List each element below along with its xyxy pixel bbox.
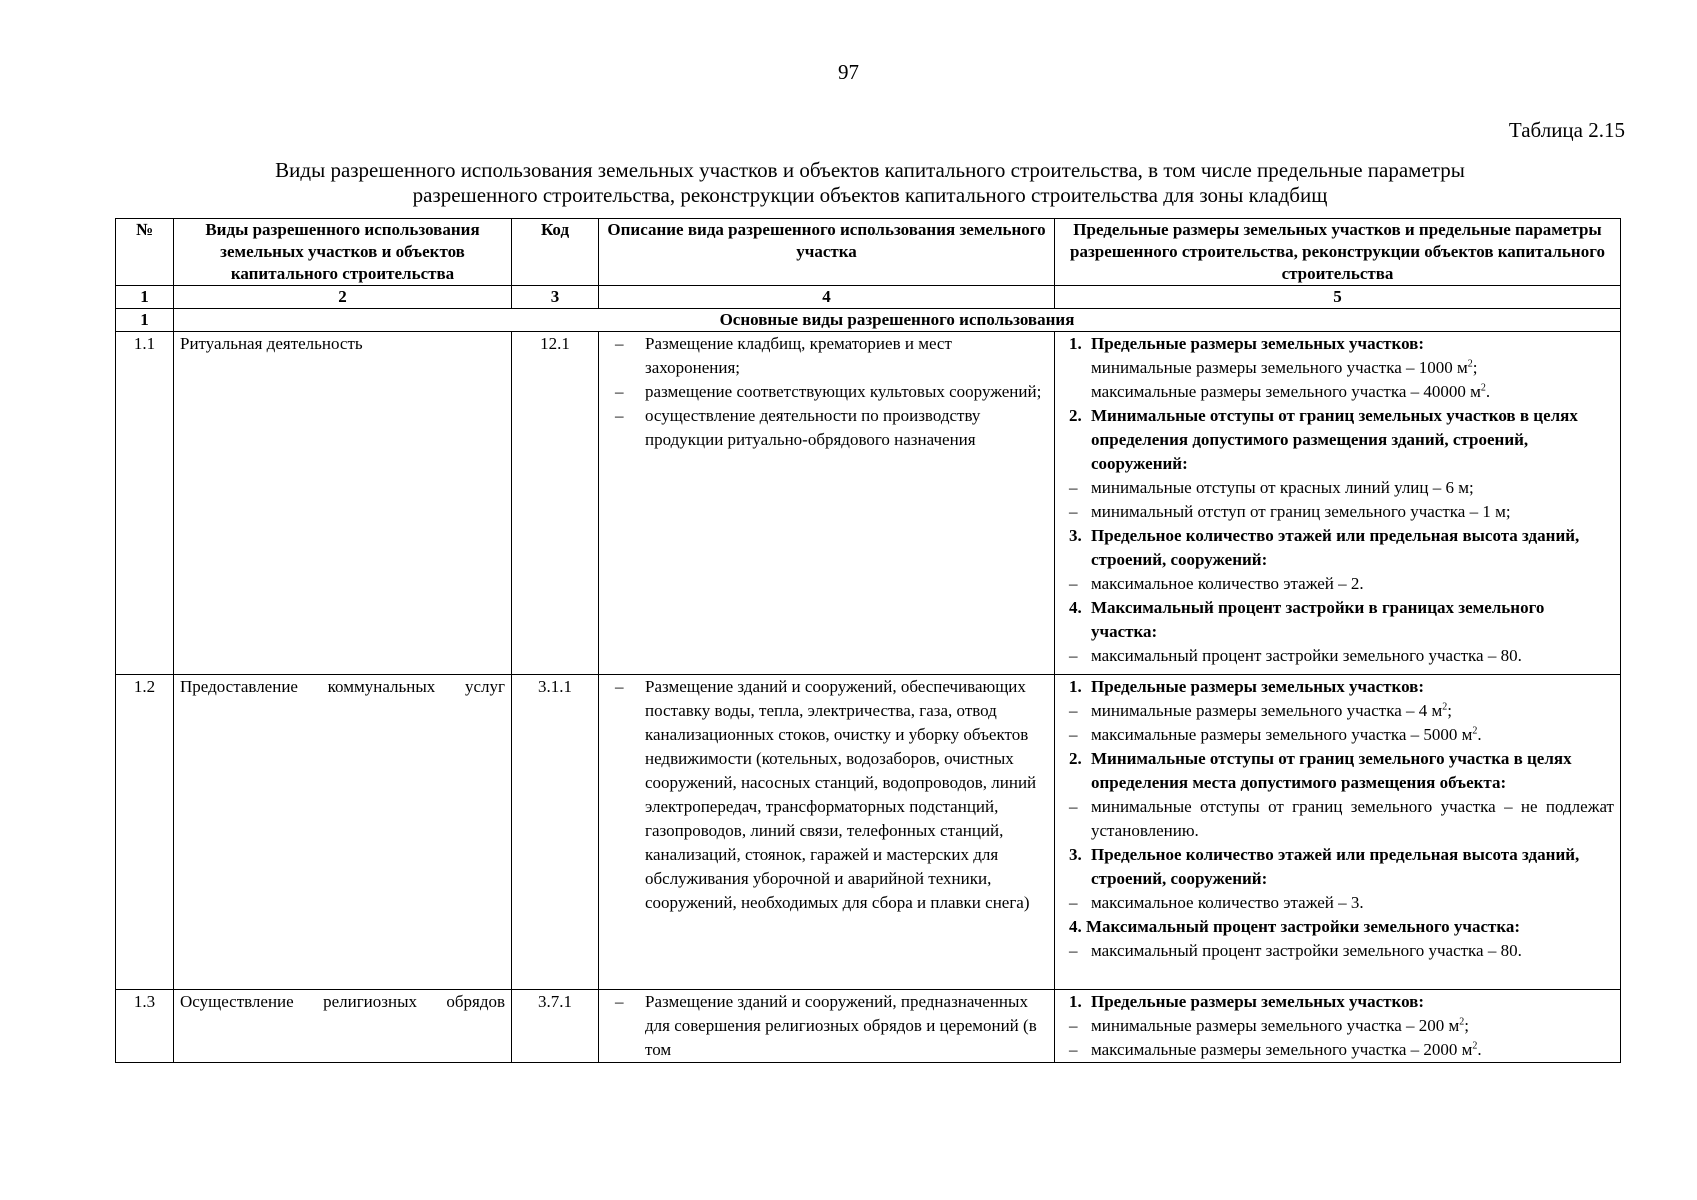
param-heading: 1. Предельные размеры земельных участков: (1069, 677, 1425, 696)
row-num: 1.3 (116, 990, 174, 1063)
title-line-1: Виды разрешенного использования земельных участков и объектов капитального строительства, в том числе предельные параметры (275, 158, 1465, 182)
row-params (1055, 990, 1621, 1063)
row-description (599, 332, 1055, 675)
param-line: – минимальный отступ от границ земельного участка – 1 м; (1061, 500, 1614, 524)
header-code: Код (512, 219, 599, 286)
param-heading: 3. Предельное количество этажей или предельная высота зданий, строений, сооружений: (1069, 526, 1580, 569)
table-row (116, 332, 1621, 675)
param-heading: 1. Предельные размеры земельных участков: (1069, 334, 1425, 353)
header-description: Описание вида разрешенного использования земельного участка (599, 219, 1055, 286)
column-number-row (116, 286, 1621, 309)
row-kind: Осуществление религиозных обрядов (174, 990, 512, 1063)
param-line: – максимальные размеры земельного участка – 5000 $м^2$. (1061, 723, 1614, 747)
param-line: максимальные размеры земельного участка – 40000 $м^2$. (1091, 382, 1491, 401)
table-row (116, 675, 1621, 990)
table-row (116, 990, 1621, 1063)
param-heading: 2. Минимальные отступы от границ земельного участка в целях определения места допустимого размещения объекта: (1069, 749, 1572, 792)
section-num: 1 (116, 309, 174, 332)
description-item: – Размещение зданий и сооружений, предназначенных для совершения религиозных обрядов и церемоний (в том (605, 990, 1048, 1062)
column-number: 3 (512, 286, 599, 309)
param-heading: 4. Максимальный процент застройки в границах земельного участка: (1069, 598, 1545, 641)
row-code: 3.1.1 (512, 675, 599, 990)
param-line: – максимальное количество этажей – 2. (1061, 572, 1614, 596)
row-num: 1.2 (116, 675, 174, 990)
row-description (599, 990, 1055, 1063)
description-item: – Размещение кладбищ, крематориев и мест захоронения; (605, 332, 1048, 380)
section-title: Основные виды разрешенного использования (174, 309, 1621, 332)
param-line: – минимальные размеры земельного участка – 200 $м^2$; (1061, 1014, 1614, 1038)
row-num: 1.1 (116, 332, 174, 675)
row-params (1055, 332, 1621, 675)
title-line-2: разрешенного строительства, реконструкции объектов капитального строительства для зоны кладбищ (412, 183, 1328, 207)
param-line: – максимальный процент застройки земельного участка – 80. (1061, 939, 1614, 963)
row-params (1055, 675, 1621, 990)
param-heading: 4. Максимальный процент застройки земельного участка: (1069, 917, 1521, 936)
param-heading: 2. Минимальные отступы от границ земельных участков в целях определения допустимого размещения зданий, строений, сооружений: (1069, 406, 1578, 473)
header-kind: Виды разрешенного использования земельных участков и объектов капитального строительства (174, 219, 512, 286)
param-heading: 3. Предельное количество этажей или предельная высота зданий, строений, сооружений: (1069, 845, 1580, 888)
description-item: – размещение соответствующих культовых сооружений; (605, 380, 1048, 404)
document-title (150, 158, 1590, 208)
param-line: – максимальные размеры земельного участка – 2000 $м^2$. (1061, 1038, 1614, 1062)
param-heading: 1. Предельные размеры земельных участков: (1069, 992, 1425, 1011)
row-description (599, 675, 1055, 990)
header-params: Предельные размеры земельных участков и предельные параметры разрешенного строительства, реконструкции объектов капитального строительства (1055, 219, 1621, 286)
section-row (116, 309, 1621, 332)
param-line: – минимальные отступы от границ земельного участка – не подлежат установлению. (1061, 795, 1614, 843)
row-code: 3.7.1 (512, 990, 599, 1063)
column-number: 5 (1055, 286, 1621, 309)
description-item: – Размещение зданий и сооружений, обеспечивающих поставку воды, тепла, электричества, газа, отвод канализационных стоков, очистку и уборку объектов недвижимости (котельных, водозаборов, очистных сооружений, насосных станций, водопроводов, линий электропередач, трансформаторных подстанций, газопроводов, линий связи, телефонных станций, канализаций, стоянок, гаражей и мастерских для обслуживания уборочной и аварийной техники, сооружений, необходимых для сбора и плавки снега) (605, 675, 1048, 915)
column-number: 4 (599, 286, 1055, 309)
param-line: – минимальные отступы от красных линий улиц – 6 м; (1061, 476, 1614, 500)
row-kind: Предоставление коммунальных услуг (174, 675, 512, 990)
param-line: – максимальный процент застройки земельного участка – 80. (1061, 644, 1614, 668)
table-header-row (116, 219, 1621, 286)
table-label: Таблица 2.15 (1508, 118, 1625, 142)
column-number: 2 (174, 286, 512, 309)
row-kind: Ритуальная деятельность (174, 332, 512, 675)
row-code: 12.1 (512, 332, 599, 675)
param-line: – минимальные размеры земельного участка – 4 $м^2$; (1061, 699, 1614, 723)
param-line: – максимальное количество этажей – 3. (1061, 891, 1614, 915)
description-item: – осуществление деятельности по производству продукции ритуально-обрядового назначения (605, 404, 1048, 452)
page-number: 97 (838, 60, 859, 84)
param-line: минимальные размеры земельного участка – 1000 $м^2$; (1091, 358, 1478, 377)
column-number: 1 (116, 286, 174, 309)
header-num: № (116, 219, 174, 286)
land-use-table (115, 218, 1621, 1063)
